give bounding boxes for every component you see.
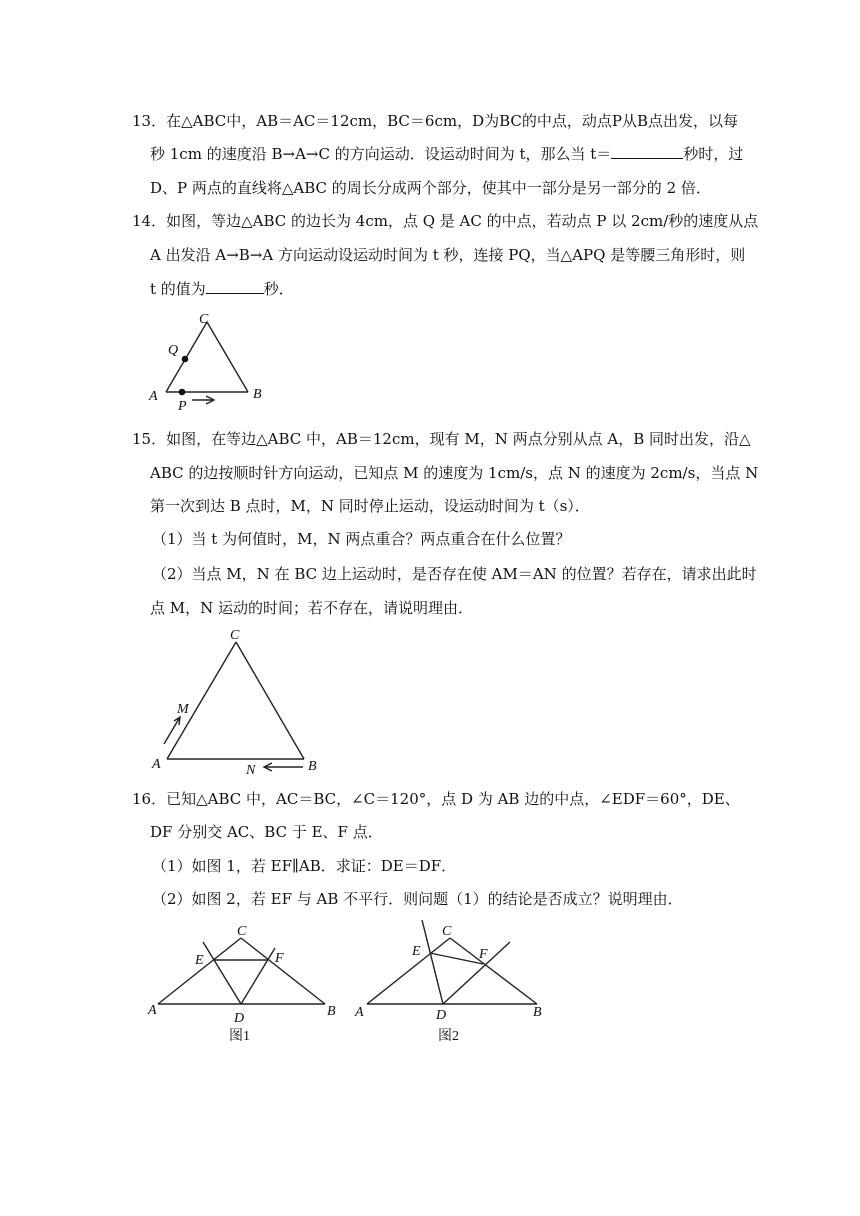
q13-line1 (132, 110, 738, 132)
fig1-label-c: C (237, 924, 247, 939)
q16-sub1-text: （1）如图 1，若 EF∥AB．求证：DE＝DF． (152, 857, 457, 875)
q13-text-2b: 秒时，过 (683, 145, 744, 163)
q14-answer-blank[interactable] (206, 279, 264, 294)
q14-label-c: C (199, 312, 209, 327)
q15-label-a: A (152, 757, 161, 772)
q13-answer-blank[interactable] (611, 144, 683, 159)
fig1-side-ac (158, 938, 241, 1004)
q15-line3 (150, 495, 590, 517)
fig1-label-d: D (234, 1011, 245, 1026)
q15-sub2-line1 (152, 563, 757, 585)
q15-sub2-line2 (150, 597, 473, 619)
fig1-label-f: F (275, 951, 284, 966)
q15-text-1: 如图，在等边△ABC 中，AB＝12cm，现有 M，N 两点分别从点 A，B 同时出发，沿△ (166, 430, 751, 448)
q13-text-2a: 秒 1cm 的速度沿 B→A→C 的方向运动．设运动时间为 t，那么当 t＝ (150, 145, 612, 163)
fig2-label-c: C (442, 924, 452, 939)
q15-line2 (150, 462, 758, 484)
q15-text-3: 第一次到达 B 点时，M，N 同时停止运动，设运动时间为 t（s）． (150, 497, 590, 515)
q15-figure (140, 620, 340, 780)
fig1-label-e: E (195, 953, 204, 968)
q14-line2 (150, 244, 745, 266)
q14-text-3b: 秒． (263, 280, 294, 298)
q16-figure2 (350, 918, 560, 1048)
fig2-side-ac (367, 938, 450, 1004)
q15-label-n: N (246, 763, 256, 778)
q14-figure (140, 308, 280, 418)
fig1-line-de (203, 942, 241, 1004)
q16-line1 (132, 788, 740, 810)
fig2-label-e: E (412, 944, 421, 959)
fig1-side-bc (241, 938, 325, 1004)
q13-line3 (150, 177, 711, 199)
q15-side-ac (167, 642, 236, 759)
q13-text-3: D、P 两点的直线将△ABC 的周长分成两个部分，使其中一部分是另一部分的 2 倍． (150, 179, 711, 197)
q14-number: 14． (132, 212, 167, 230)
q16-line2 (150, 821, 383, 843)
q14-point-q (182, 356, 189, 363)
fig1-label-a: A (148, 1003, 157, 1018)
q16-number: 16． (132, 790, 167, 808)
q13-line2 (150, 143, 743, 165)
fig2-label-d: D (436, 1008, 447, 1023)
fig2-caption: 图2 (438, 1029, 459, 1044)
fig2-label-b: B (533, 1005, 542, 1020)
q16-text-1: 已知△ABC 中，AC＝BC，∠C＝120°，点 D 为 AB 边的中点，∠EDF＝60°，DE、 (166, 790, 740, 808)
q15-text-2: ABC 的边按顺时针方向运动，已知点 M 的速度为 1cm/s，点 N 的速度为 2cm/s，当点 N (150, 464, 759, 482)
q13-text-1: 在△ABC中，AB＝AC＝12cm，BC＝6cm，D为BC的中点，动点P从B点出发，以每 (166, 112, 738, 130)
fig2-line-df (443, 942, 510, 1004)
fig1-label-b: B (327, 1004, 336, 1019)
q14-label-b: B (253, 387, 262, 402)
q15-sub1-text: （1）当 t 为何值时，M，N 两点重合？两点重合在什么位置？ (152, 530, 571, 548)
fig2-label-a: A (355, 1005, 364, 1020)
fig2-segment-ef (430, 953, 483, 964)
fig1-caption: 图1 (229, 1029, 250, 1044)
q14-label-q: Q (168, 343, 179, 358)
q14-text-1: 如图，等边△ABC 的边长为 4cm，点 Q 是 AC 的中点，若动点 P 以 2cm/秒的速度从点 (166, 212, 759, 230)
q15-label-m: M (177, 702, 189, 717)
q15-sub1 (152, 528, 570, 550)
q16-sub2 (152, 888, 683, 910)
q15-sub2-text-a: （2）当点 M，N 在 BC 边上运动时，是否存在使 AM＝AN 的位置？若存在，请求出此时 (152, 565, 757, 583)
q16-figure1 (145, 918, 345, 1048)
fig2-side-bc (450, 938, 537, 1004)
q14-text-3a: t 的值为 (150, 280, 206, 298)
q15-sub2-text-b: 点 M，N 运动的时间；若不存在，请说明理由． (150, 599, 474, 617)
q15-label-b: B (308, 759, 317, 774)
q14-label-a: A (149, 389, 158, 404)
fig1-line-df (241, 948, 275, 1004)
fig2-label-f: F (479, 947, 488, 962)
q14-text-2: A 出发沿 A→B→A 方向运动设运动时间为 t 秒，连接 PQ，当△APQ 是等腰三角形时，则 (150, 246, 746, 264)
q15-label-c: C (230, 628, 240, 643)
q13-number: 13． (132, 112, 167, 130)
q14-point-p (179, 389, 186, 396)
q16-sub1 (152, 855, 456, 877)
q14-line1 (132, 210, 758, 232)
fig2-line-de (422, 920, 443, 1004)
q16-text-2: DF 分别交 AC、BC 于 E、F 点． (150, 823, 383, 841)
q15-side-bc (236, 642, 304, 759)
q15-line1 (132, 428, 751, 450)
q14-side-bc (207, 322, 248, 392)
q14-line3 (150, 278, 294, 300)
q16-sub2-text: （2）如图 2，若 EF 与 AB 不平行．则问题（1）的结论是否成立？说明理由． (152, 890, 683, 908)
q14-label-p: P (178, 399, 187, 414)
q15-number: 15． (132, 430, 167, 448)
